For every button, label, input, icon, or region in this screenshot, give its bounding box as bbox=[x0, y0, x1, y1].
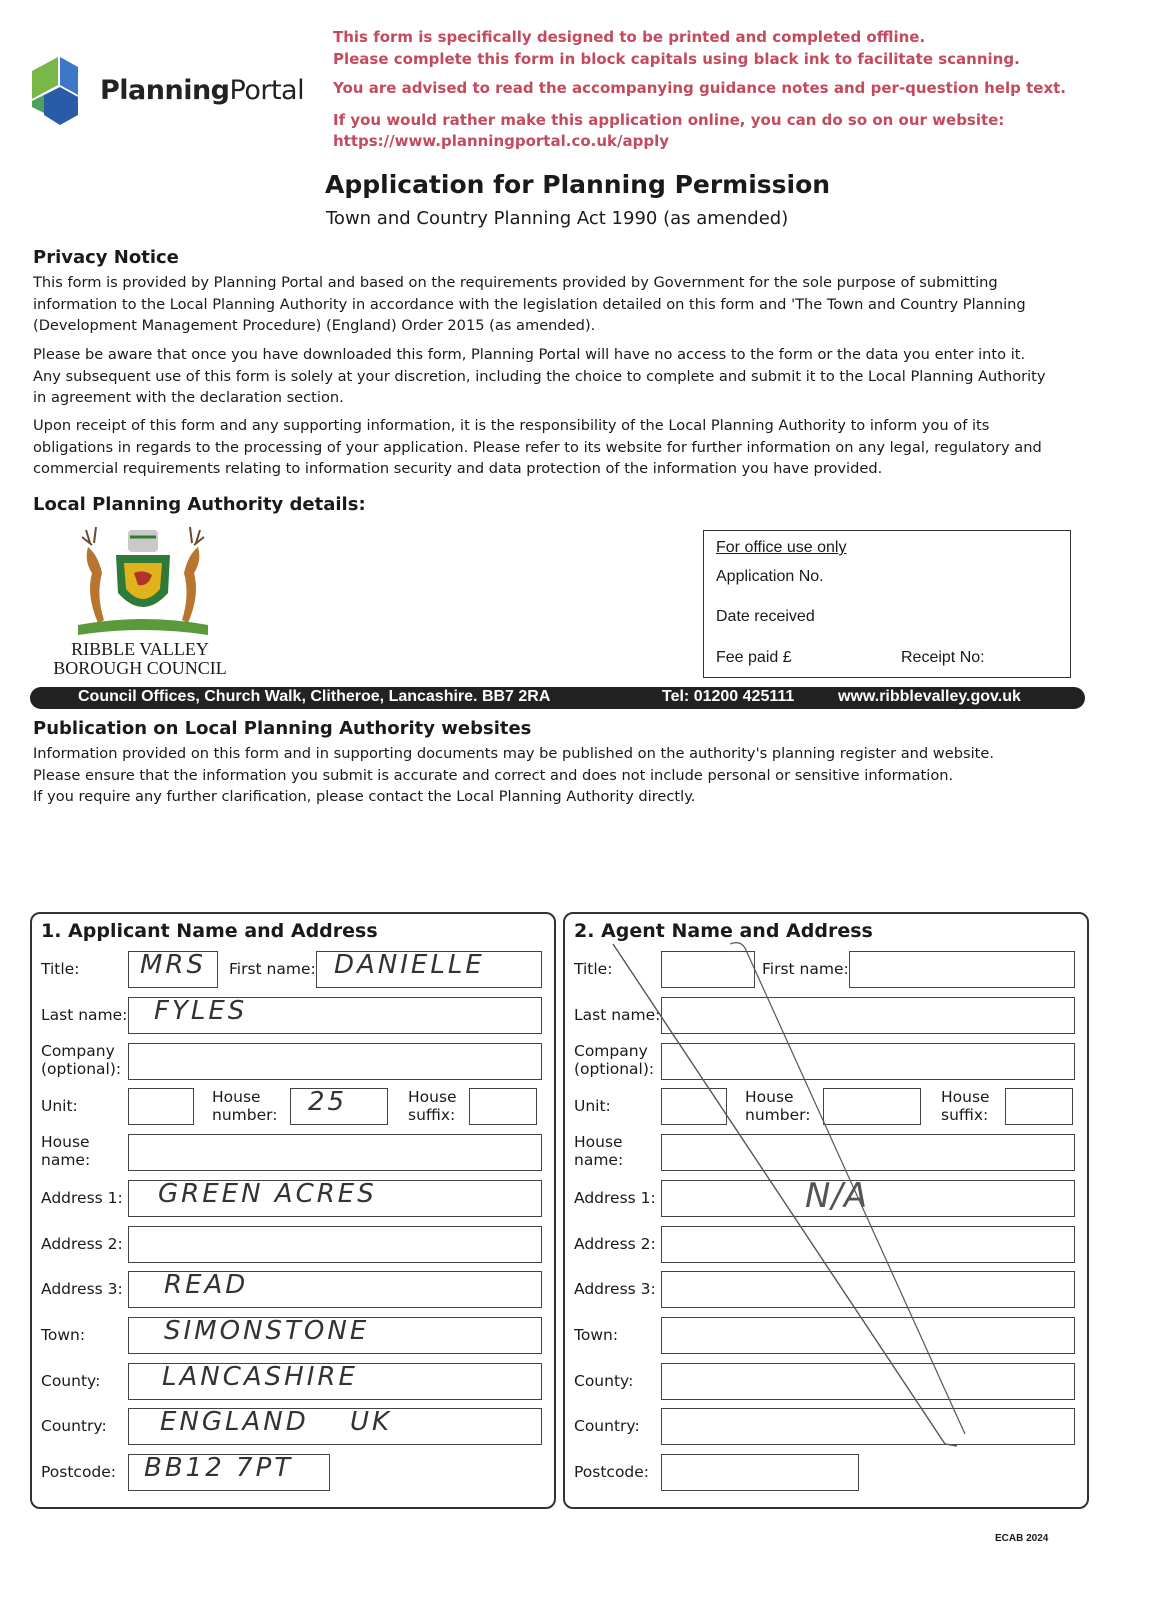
company-label-line: Company bbox=[41, 1042, 115, 1060]
council-contact-bar bbox=[30, 687, 1085, 709]
privacy-p1-line: This form is provided by Planning Portal and based on the requirements provided by Government for the sole purpose of submitting bbox=[33, 274, 998, 291]
agent-address1-label: Address 1: bbox=[574, 1189, 656, 1207]
applicant-company-field[interactable] bbox=[128, 1043, 542, 1080]
publication-line: Please ensure that the information you submit is accurate and correct and does not include personal or sensitive information. bbox=[33, 766, 954, 784]
applicant-county-value: LANCASHIRE bbox=[162, 1362, 358, 1392]
page-subtitle: Town and Country Planning Act 1990 (as amended) bbox=[326, 208, 789, 229]
privacy-p2-line: Any subsequent use of this form is solely at your discretion, including the choice to complete and submit it to the Local Planning Authority bbox=[33, 367, 1046, 385]
applicant-postcode-value: BB12 7PT bbox=[144, 1453, 294, 1483]
privacy-p2-line: Please be aware that once you have downloaded this form, Planning Portal will have no access to the form or the data you enter into it. bbox=[33, 346, 1026, 363]
privacy-p1-line: information to the Local Planning Authority in accordance with the legislation detailed on this form and 'The Town and Country Planning bbox=[33, 295, 1026, 313]
agent-country-label: Country: bbox=[574, 1417, 640, 1435]
privacy-p1-line: (Development Management Procedure) (England) Order 2015 (as amended). bbox=[33, 317, 596, 334]
council-name-line-1: RIBBLE VALLEY bbox=[71, 639, 209, 659]
privacy-paragraph-2 bbox=[33, 344, 1073, 409]
applicant-country-label: Country: bbox=[41, 1417, 107, 1435]
office-date-received: Date received bbox=[716, 608, 815, 625]
house-number-label-line: House bbox=[212, 1088, 261, 1106]
applicant-house-suffix-field[interactable] bbox=[469, 1088, 537, 1125]
publication-line: If you require any further clarification, please contact the Local Planning Authority directly. bbox=[33, 788, 696, 805]
planning-portal-logo bbox=[30, 55, 305, 125]
office-use-box bbox=[703, 530, 1071, 678]
agent-town-label: Town: bbox=[574, 1326, 619, 1344]
applicant-house-number-label bbox=[212, 1088, 277, 1124]
house-number-label-line: number: bbox=[745, 1106, 811, 1124]
agent-last-name-label: Last name: bbox=[574, 1006, 661, 1024]
note-online: If you would rather make this application online, you can do so on our website: bbox=[333, 111, 1005, 129]
privacy-p3-line: Upon receipt of this form and any supporting information, it is the responsibility of the Local Planning Authority to inform you of its bbox=[33, 417, 990, 434]
house-suffix-label-line: suffix: bbox=[941, 1106, 989, 1124]
applicant-house-number-value: 25 bbox=[308, 1087, 348, 1117]
privacy-p3-line: obligations in regards to the processing of your application. Please refer to its website for further information on any legal, regulatory and bbox=[33, 438, 1042, 456]
note-block-capitals: Please complete this form in block capitals using black ink to facilitate scanning. bbox=[333, 50, 1020, 68]
applicant-unit-label: Unit: bbox=[41, 1097, 78, 1115]
agent-address3-label: Address 3: bbox=[574, 1280, 656, 1298]
applicant-last-name-label: Last name: bbox=[41, 1006, 128, 1024]
agent-heading: 2. Agent Name and Address bbox=[574, 920, 873, 942]
council-website[interactable]: www.ribblevalley.gov.uk bbox=[838, 688, 1021, 705]
note-guidance: You are advised to read the accompanying guidance notes and per-question help text. bbox=[333, 79, 1067, 97]
company-label-line: (optional): bbox=[41, 1060, 122, 1078]
agent-postcode-label: Postcode: bbox=[574, 1463, 650, 1481]
applicant-address3-value: READ bbox=[164, 1270, 249, 1300]
applicant-company-label bbox=[41, 1042, 121, 1078]
applicant-country-value: ENGLAND bbox=[160, 1407, 309, 1437]
office-fee-paid: Fee paid £ bbox=[716, 649, 792, 666]
applicant-panel bbox=[30, 912, 556, 1509]
planning-portal-wordmark: PlanningPortal bbox=[100, 75, 305, 106]
note-url: https://www.planningportal.co.uk/apply bbox=[333, 132, 669, 150]
applicant-address3-label: Address 3: bbox=[41, 1280, 123, 1298]
applicant-house-name-field[interactable] bbox=[128, 1134, 542, 1171]
agent-title-label: Title: bbox=[574, 960, 613, 978]
office-receipt-no: Receipt No: bbox=[901, 649, 985, 666]
house-name-label-line: name: bbox=[574, 1151, 624, 1169]
applicant-address1-value: GREEN ACRES bbox=[158, 1179, 377, 1209]
council-telephone: Tel: 01200 425111 bbox=[662, 688, 795, 705]
applicant-title-value: MRS bbox=[140, 950, 207, 980]
applicant-last-name-value: FYLES bbox=[154, 996, 248, 1026]
form-code: ECAB 2024 bbox=[995, 1533, 1049, 1544]
house-suffix-label-line: suffix: bbox=[408, 1106, 456, 1124]
office-application-no: Application No. bbox=[716, 568, 824, 585]
agent-county-label: County: bbox=[574, 1372, 634, 1390]
applicant-town-value: SIMONSTONE bbox=[164, 1316, 370, 1346]
publication-heading: Publication on Local Planning Authority websites bbox=[33, 718, 532, 739]
agent-first-name-label: First name: bbox=[762, 960, 849, 978]
company-label-line: (optional): bbox=[574, 1060, 655, 1078]
privacy-heading: Privacy Notice bbox=[33, 247, 179, 268]
applicant-town-label: Town: bbox=[41, 1326, 86, 1344]
council-name-line-2: BOROUGH COUNCIL bbox=[53, 658, 227, 678]
applicant-postcode-label: Postcode: bbox=[41, 1463, 117, 1481]
agent-not-applicable-mark: N/A bbox=[805, 1176, 869, 1216]
house-name-label-line: House bbox=[574, 1133, 623, 1151]
applicant-address2-label: Address 2: bbox=[41, 1235, 123, 1253]
applicant-county-label: County: bbox=[41, 1372, 101, 1390]
house-number-label-line: House bbox=[745, 1088, 794, 1106]
applicant-country-value-2: UK bbox=[350, 1407, 393, 1437]
applicant-title-label: Title: bbox=[41, 960, 80, 978]
agent-panel bbox=[563, 912, 1089, 1509]
applicant-address2-field[interactable] bbox=[128, 1226, 542, 1263]
council-address: Council Offices, Church Walk, Clitheroe, Lancashire. BB7 2RA bbox=[78, 688, 551, 705]
applicant-address1-label: Address 1: bbox=[41, 1189, 123, 1207]
applicant-unit-field[interactable] bbox=[128, 1088, 194, 1125]
house-name-label-line: House bbox=[41, 1133, 90, 1151]
house-name-label-line: name: bbox=[41, 1151, 91, 1169]
note-offline: This form is specifically designed to be printed and completed offline. bbox=[333, 28, 926, 46]
house-number-label-line: number: bbox=[212, 1106, 278, 1124]
applicant-first-name-label: First name: bbox=[229, 960, 316, 978]
council-crest-icon bbox=[68, 525, 218, 643]
applicant-house-suffix-label bbox=[408, 1088, 457, 1124]
agent-unit-label: Unit: bbox=[574, 1097, 611, 1115]
publication-paragraph bbox=[33, 743, 1073, 808]
lpa-heading: Local Planning Authority details: bbox=[33, 494, 366, 515]
house-suffix-label-line: House bbox=[941, 1088, 990, 1106]
applicant-heading: 1. Applicant Name and Address bbox=[41, 920, 378, 942]
company-label-line: Company bbox=[574, 1042, 648, 1060]
house-suffix-label-line: House bbox=[408, 1088, 457, 1106]
page-title: Application for Planning Permission bbox=[325, 170, 831, 199]
office-use-title: For office use only bbox=[716, 539, 847, 556]
applicant-house-name-label bbox=[41, 1133, 90, 1169]
privacy-paragraph-1 bbox=[33, 272, 1073, 337]
applicant-first-name-value: DANIELLE bbox=[334, 950, 485, 980]
publication-line: Information provided on this form and in supporting documents may be published on the authority's planning register and website. bbox=[33, 745, 994, 762]
privacy-p3-line: commercial requirements relating to information security and data protection of the information you have provided. bbox=[33, 460, 883, 477]
agent-address2-label: Address 2: bbox=[574, 1235, 656, 1253]
planning-portal-logo-icon bbox=[30, 55, 92, 125]
privacy-p2-line: in agreement with the declaration section. bbox=[33, 389, 344, 406]
privacy-paragraph-3 bbox=[33, 415, 1073, 480]
